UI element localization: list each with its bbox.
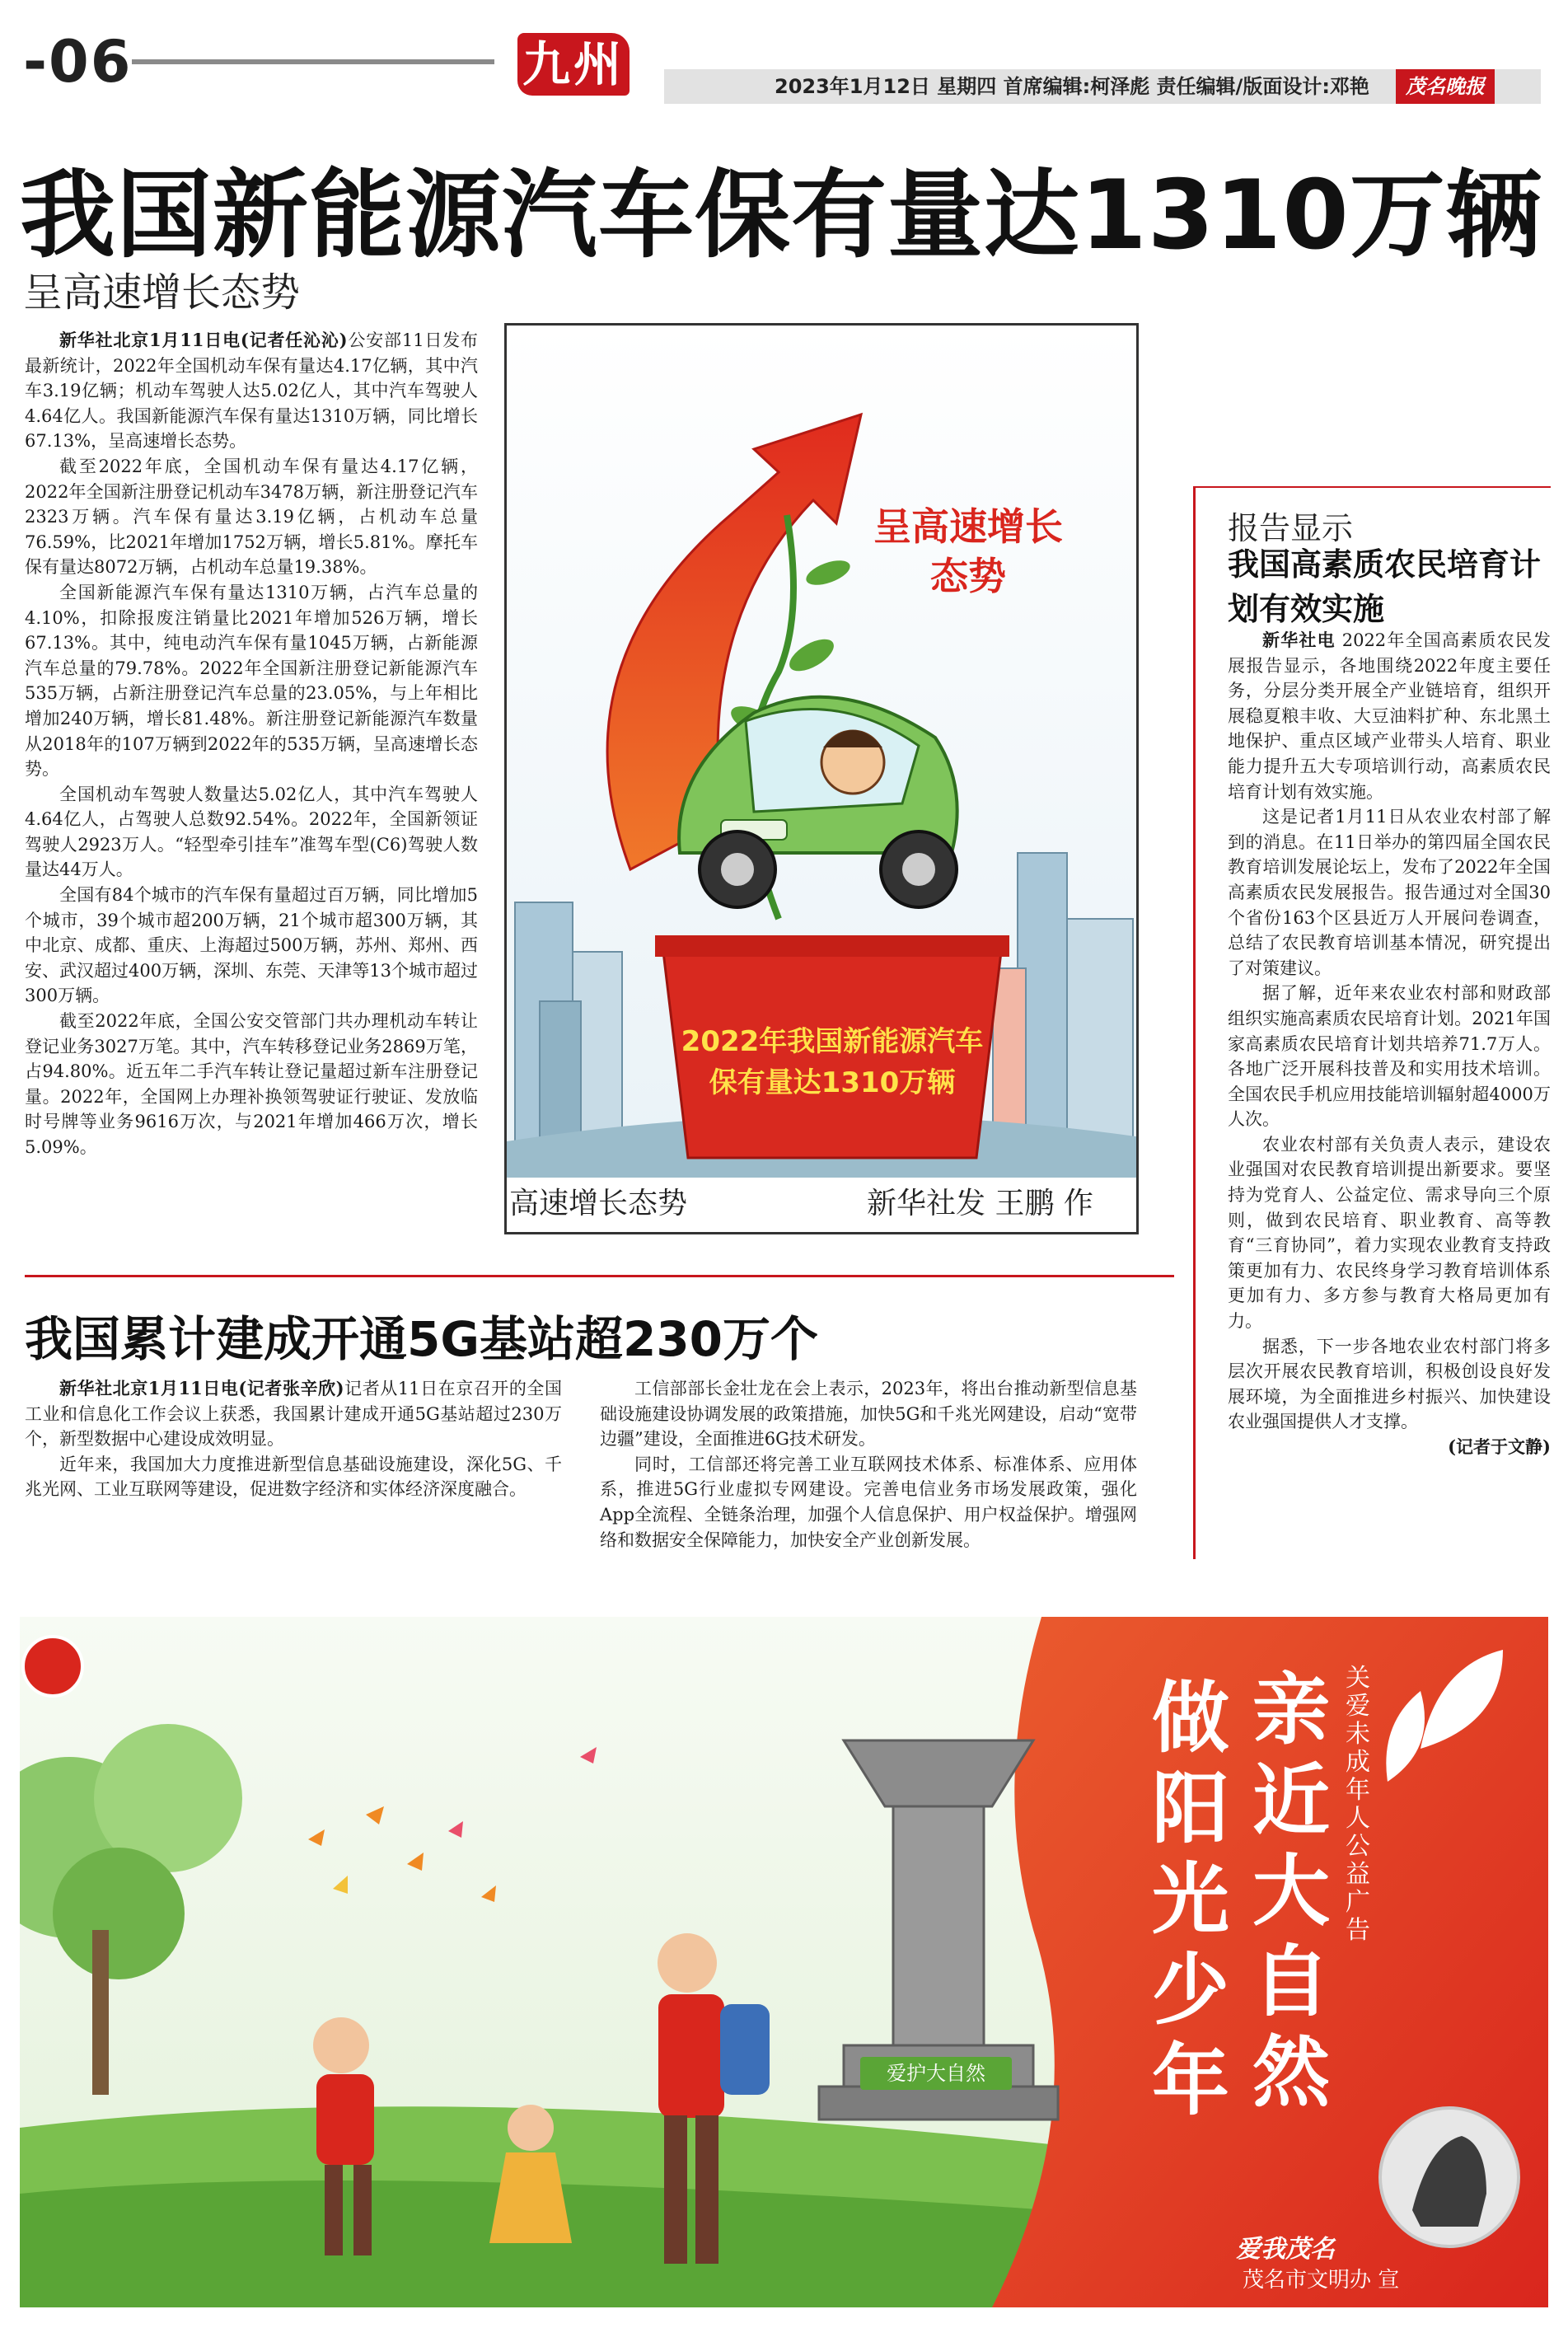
article-5g-title: 我国累计建成开通5G基站超230万个	[25, 1311, 819, 1367]
ad-sponsor: 茂名市文明办 宣	[1243, 2268, 1400, 2293]
section-logo: 九州	[517, 33, 630, 96]
article-5g-body-col1	[25, 1376, 562, 1502]
sidebar-paragraph: 农业农村部有关负责人表示，建设农业强国对农民教育培训提出新要求。要坚持为党育人、公益定位、需求导向三个原则，做到农民培育、职业教育、高等教育“三育协同”，着力实现农业教育支持政策更加有力、农民终身学习教育培训体系更加有力、多方参与教育大格局更加有力。	[1228, 1134, 1551, 1332]
main-headline: 我国新能源汽车保有量达1310万辆	[20, 160, 1542, 271]
cartoon-slogan-line1: 呈高速增长	[873, 504, 1063, 549]
sidebar-title: 我国高素质农民培育计划有效实施	[1228, 546, 1542, 627]
sidebar-kicker: 报告显示	[1228, 510, 1354, 546]
cartoon-caption-right: 新华社发 王鹏 作	[867, 1187, 1093, 1220]
main-paragraph: 新华社北京1月11日电(记者任沁沁)公安部11日发布最新统计，2022年全国机动车保有量达4.17亿辆，其中汽车3.19亿辆；机动车驾驶人达5.02亿人，其中汽车驾驶人4.64亿人。我国新能源汽车保有量达1310万辆，同比增长67.13%，呈高速增长态势。	[25, 330, 478, 452]
main-paragraph: 全国机动车驾驶人数量达5.02亿人，其中汽车驾驶人4.64亿人，占驾驶人总数92.54%。2022年，全国新领证驾驶人2923万人。“轻型牵引挂车”准驾车型(C6)驾驶人数量达44万人。	[25, 784, 478, 880]
pedestal-line1: 2022年我国新能源汽车	[681, 1025, 984, 1058]
main-paragraph: 全国新能源汽车保有量达1310万辆，占汽车总量的4.10%，扣除报废注销量比2021年增加526万辆，增长67.13%。其中，纯电动汽车保有量1045万辆，占新能源汽车总量的79.78%。2022年全国新注册登记新能源汽车535万辆，占新注册登记汽车总量的23.05%，与上年相比增加240万辆，增长81.48%。新注册登记新能源汽车数量从2018年的107万辆到2022年的535万辆，呈高速增长态势。	[25, 582, 478, 780]
cartoon-illustration	[504, 323, 1139, 1234]
ad-slogan-col3: 关爱未成年人公益广告	[1346, 1664, 1370, 1945]
paper-logo: 茂名晚报	[1396, 69, 1495, 104]
main-dateline: 新华社北京1月11日电(记者任沁沁)	[59, 330, 348, 350]
backpack	[720, 2004, 770, 2095]
section-divider	[25, 1275, 1174, 1277]
article-5g-paragraph: 近年来，我国加大力度推进新型信息基础设施建设，深化5G、千兆光网、工业互联网等建设，促进数字经济和实体经济深度融合。	[25, 1454, 562, 1500]
main-paragraph: 全国有84个城市的汽车保有量超过百万辆，同比增加5个城市，39个城市超200万辆，21个城市超300万辆，其中北京、成都、重庆、上海超过500万辆，苏州、郑州、西安、武汉超过400万辆，深圳、东莞、天津等13个城市超过300万辆。	[25, 885, 478, 1006]
article-5g-paragraph: 新华社北京1月11日电(记者张辛欣)记者从11日在京召开的全国工业和信息化工作会议上获悉，我国累计建成开通5G基站超过230万个，新型数据中心建设成效明显。	[25, 1378, 562, 1450]
ad-slogan-col2: 亲近大自然	[1252, 1665, 1330, 2118]
ad-slogan-col1: 做阳光少年	[1151, 1673, 1229, 2126]
sidebar-paragraph: 据了解，近年来农业农村部和财政部组织实施高素质农民培育计划。2021年国家高素质农民培育计划共培养71.7万人。各地广泛开展科技普及和实用技术培训。全国农民手机应用技能培训辐射超4000万人次。	[1228, 983, 1551, 1130]
sidebar-dateline: 新华社电	[1262, 630, 1336, 650]
page-number: -06	[23, 28, 133, 96]
main-article-body	[25, 328, 478, 1160]
sidebar-byline: (记者于文静)	[1448, 1436, 1551, 1457]
sidebar-paragraph: 这是记者1月11日从农业农村部了解到的消息。在11日举办的第四届全国农民教育培训发展论坛上，发布了2022年全国高素质农民发展报告。报告通过对全国30个省份163个区县近万人开展问卷调查，总结了农民教育培训基本情况，研究提出了对策建议。	[1228, 807, 1551, 978]
main-subheadline: 呈高速增长态势	[23, 269, 301, 316]
sidebar-paragraph: 新华社电 2022年全国高素质农民发展报告显示，各地围绕2022年度主要任务，分层分类开展全产业链培育，组织开展稳夏粮丰收、大豆油料扩种、东北黑土地保护、重点区域产业带头人培育、职业能力提升五大专项培训行动，高素质农民培育计划有效实施。	[1228, 630, 1551, 802]
ad-stone-label: 爱护大自然	[860, 2057, 1012, 2090]
article-5g-paragraph: 同时，工信部还将完善工业互联网技术体系、标准体系、应用体系，推进5G行业虚拟专网建设。完善电信业务市场发展政策，强化App全流程、全链条治理，加强个人信息保护、用户权益保护。增强网络和数据安全保障能力，加快安全产业创新发展。	[600, 1454, 1137, 1550]
cartoon-caption-left: 高速增长态势	[509, 1187, 688, 1220]
header-rule	[132, 59, 494, 64]
header-info: 2023年1月12日 星期四 首席编辑:柯泽彪 责任编辑/版面设计:邓艳	[775, 75, 1369, 98]
cartoon-slogan-line2: 态势	[930, 554, 1006, 598]
ad-brand: 爱我茂名	[1236, 2235, 1335, 2264]
sidebar-rule	[1193, 486, 1196, 1559]
article-5g-dateline: 新华社北京1月11日电(记者张辛欣)	[59, 1378, 344, 1398]
sidebar-top-rule	[1193, 486, 1551, 488]
sidebar-paragraph: 据悉，下一步各地农业农村部门将多层次开展农民教育培训，积极创设良好发展环境，为全面推进乡村振兴、加快建设农业强国提供人才支撑。	[1228, 1336, 1551, 1432]
article-5g-body-col2	[600, 1376, 1137, 1553]
main-paragraph: 截至2022年底，全国机动车保有量达4.17亿辆，2022年全国新注册登记机动车3478万辆，新注册登记汽车2323万辆。汽车保有量达3.19亿辆，占机动车总量76.59%，比2021年增加1752万辆，增长5.81%。摩托车保有量达8072万辆，占机动车总量19.38%。	[25, 456, 478, 578]
sidebar-body	[1228, 628, 1551, 1460]
main-paragraph: 截至2022年底，全国公安交管部门共办理机动车转让登记业务3027万笔。其中，汽车转移登记业务2869万笔，占94.80%。近五年二手汽车转让登记量超过新车注册登记量。2022年，全国网上办理补换领驾驶证行驶证、发放临时号牌等业务9616万次，与2021年增加466万次，增长5.09%。	[25, 1011, 478, 1157]
emblem-logo	[23, 1637, 82, 1696]
pedestal-line2: 保有量达1310万辆	[709, 1066, 956, 1099]
article-5g-paragraph: 工信部部长金壮龙在会上表示，2023年，将出台推动新型信息基础设施建设协调发展的政策措施，加快5G和千兆光网建设，启动“宽带边疆”建设，全面推进6G技术研发。	[600, 1379, 1137, 1450]
